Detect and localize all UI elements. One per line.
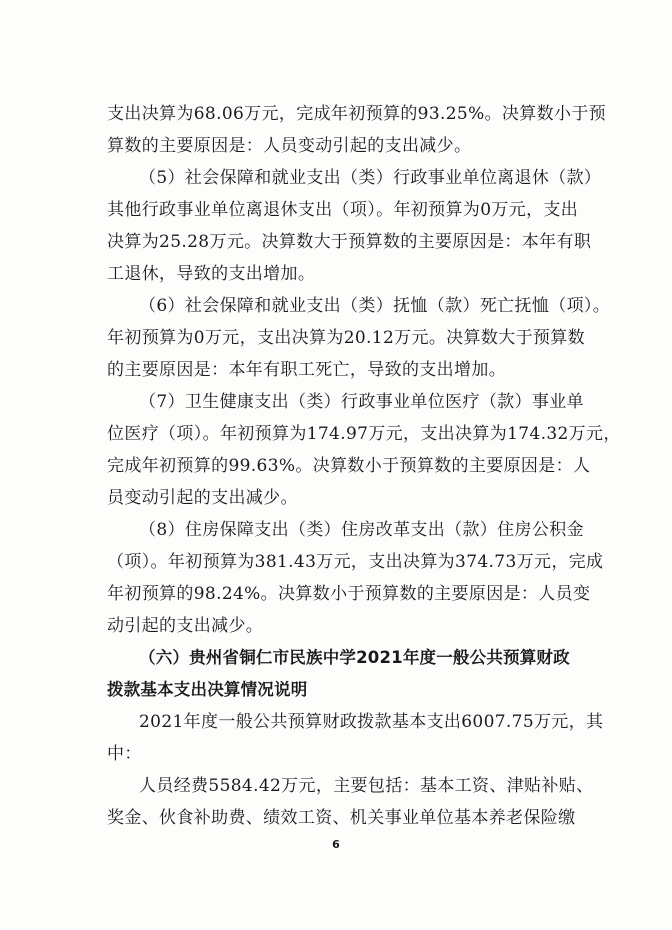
paragraph-line: 年初预算的98.24%。决算数小于预算数的主要原因是：人员变 <box>107 584 591 604</box>
paragraph-line: 的主要原因是：本年有职工死亡，导致的支出增加。 <box>107 360 507 380</box>
paragraph-line: 人员经费5584.42万元，主要包括：基本工资、津贴补贴、 <box>139 776 594 796</box>
paragraph-line: （7）卫生健康支出（类）行政事业单位医疗（款）事业单 <box>139 392 584 412</box>
paragraph-line: （8）住房保障支出（类）住房改革支出（款）住房公积金 <box>139 520 584 540</box>
paragraph-line: （6）社会保障和就业支出（类）抚恤（款）死亡抚恤（项）。 <box>139 296 611 316</box>
paragraph-line: 2021年度一般公共预算财政拨款基本支出6007.75万元，其 <box>139 712 604 732</box>
paragraph-line: 其他行政事业单位离退休支出（项）。年初预算为0万元，支出 <box>107 200 579 220</box>
paragraph-line: 位医疗（项）。年初预算为174.97万元，支出决算为174.32万元， <box>107 424 621 444</box>
paragraph-line: 决算为25.28万元。决算数大于预算数的主要原因是：本年有职 <box>107 232 592 252</box>
paragraph-line: 奖金、伙食补助费、绩效工资、机关事业单位基本养老保险缴 <box>107 808 576 828</box>
section-heading: 拨款基本支出决算情况说明 <box>107 680 308 699</box>
section-heading: （六）贵州省铜仁市民族中学2021年度一般公共预算财政 <box>139 648 570 667</box>
paragraph-line: （项）。年初预算为381.43万元，支出决算为374.73万元，完成 <box>107 552 604 572</box>
paragraph-line: 中： <box>107 744 142 764</box>
paragraph-line: （5）社会保障和就业支出（类）行政事业单位离退休（款） <box>139 168 602 188</box>
paragraph-line: 工退休，导致的支出增加。 <box>107 264 316 284</box>
paragraph-line: 支出决算为68.06万元，完成年初预算的93.25%。决算数小于预 <box>107 104 607 124</box>
paragraph-line: 动引起的支出减少。 <box>107 616 264 636</box>
paragraph-line: 员变动引起的支出减少。 <box>107 488 298 508</box>
paragraph-line: 完成年初预算的99.63%。决算数小于预算数的主要原因是：人 <box>107 456 591 476</box>
paragraph-line: 算数的主要原因是：人员变动引起的支出减少。 <box>107 136 472 156</box>
page-number: 6 <box>332 838 340 851</box>
paragraph-line: 年初预算为0万元，支出决算为20.12万元。决算数大于预算数 <box>107 328 585 348</box>
